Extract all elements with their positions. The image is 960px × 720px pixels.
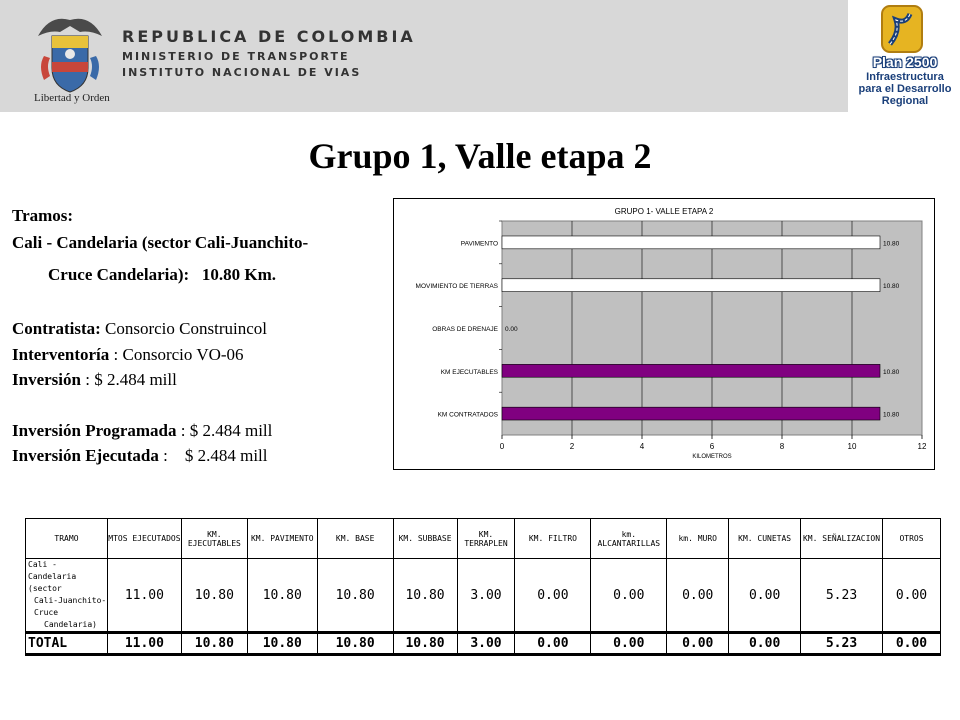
category-label: KM CONTRATADOS: [437, 411, 498, 419]
inversion-label: Inversión: [12, 370, 81, 389]
column-header: KM. TERRAPLEN: [457, 519, 515, 559]
category-label: KM EJECUTABLES: [440, 368, 498, 376]
bar-chart: [394, 199, 934, 469]
x-tick-label: 0: [499, 442, 505, 451]
table-cell: 0.00: [667, 559, 729, 633]
column-header: km. MURO: [667, 519, 729, 559]
value-label: 10.80: [883, 240, 900, 248]
tramos-label: [12, 206, 73, 226]
table-cell: 0.00: [882, 559, 940, 633]
plan-2500-title: Plan 2500: [872, 54, 938, 70]
contratista-label: Contratista:: [12, 319, 101, 338]
column-header: TRAMO: [26, 519, 108, 559]
category-label: MOVIMIENTO DE TIERRAS: [415, 283, 498, 291]
tramo-cell-line1: Cali - Candelaria (sector: [28, 560, 77, 593]
x-axis-label: KILOMETROS: [692, 454, 732, 460]
tramo-line2: [48, 265, 276, 285]
x-tick-label: 8: [779, 442, 785, 451]
tramo-cell-line3: Candelaria): [44, 620, 97, 629]
total-cell: 11.00: [107, 633, 181, 655]
table-cell: 0.00: [591, 559, 667, 633]
tramo-line1-text: Cali - Candelaria (sector Cali-Juanchito-: [12, 233, 309, 252]
table-cell: 10.80: [181, 559, 247, 633]
interventoria-label: Interventoría: [12, 345, 110, 364]
total-cell: 3.00: [457, 633, 515, 655]
total-cell: 0.00: [591, 633, 667, 655]
plan-sub-line2: para el Desarrollo: [858, 83, 952, 95]
tramos-label-text: Tramos:: [12, 206, 74, 225]
table-cell: 10.80: [393, 559, 457, 633]
column-header: KM. CUNETAS: [729, 519, 801, 559]
table-header-row: [26, 519, 941, 559]
value-label: 10.80: [883, 283, 900, 291]
interventoria-value: : Consorcio VO-06: [109, 345, 244, 364]
total-cell: 10.80: [247, 633, 317, 655]
summary-table: [25, 518, 941, 656]
column-header: KM. SUBBASE: [393, 519, 457, 559]
table-cell: 5.23: [801, 559, 883, 633]
tramo-line2-text: Cruce Candelaria): 10.80 Km.: [48, 265, 277, 284]
x-tick-label: 2: [569, 442, 575, 451]
tramo-cell: [26, 559, 108, 633]
column-header: km. ALCANTARILLAS: [591, 519, 667, 559]
header-institute: INSTITUTO NACIONAL DE VIAS: [122, 66, 362, 79]
inversion-programada-label: Inversión Programada: [12, 421, 177, 440]
page-title: Grupo 1, Valle etapa 2: [308, 136, 652, 176]
contratista-line: [12, 319, 267, 339]
total-cell: 10.80: [393, 633, 457, 655]
table-cell: 0.00: [515, 559, 591, 633]
total-cell: 5.23: [801, 633, 883, 655]
crest-caption: Libertad y Orden: [34, 92, 110, 104]
coat-of-arms-icon: [30, 6, 110, 106]
bar: [502, 279, 880, 292]
tramo-line1: [12, 233, 308, 253]
table-cell: 10.80: [317, 559, 393, 633]
category-label: PAVIMENTO: [460, 240, 498, 248]
column-header: KM. PAVIMENTO: [247, 519, 317, 559]
column-header: KM. SEÑALIZACION: [801, 519, 883, 559]
x-tick-label: 12: [917, 442, 927, 451]
plan-2500-subtitle: [852, 71, 958, 107]
inversion-programada-line: [12, 421, 272, 441]
table-cell: 10.80: [247, 559, 317, 633]
table-total-row: [26, 633, 941, 655]
table-cell: 11.00: [107, 559, 181, 633]
interventoria-line: [12, 345, 244, 365]
total-cell: 0.00: [882, 633, 940, 655]
total-label-cell: TOTAL: [26, 633, 108, 655]
total-cell: 0.00: [729, 633, 801, 655]
plan-sub-line3: Regional: [881, 95, 929, 107]
chart-title: GRUPO 1- VALLE ETAPA 2: [614, 207, 714, 216]
x-tick-label: 6: [709, 442, 715, 451]
summary-table-wrap: [25, 518, 941, 656]
inversion-value: : $ 2.484 mill: [80, 370, 177, 389]
column-header: KM. BASE: [317, 519, 393, 559]
x-tick-label: 10: [847, 442, 857, 451]
inversion-ejecutada-line: [12, 446, 268, 466]
plan-sub-line1: Infraestructura: [866, 71, 944, 83]
value-label: 10.80: [883, 411, 900, 419]
column-header: OTROS: [882, 519, 940, 559]
total-cell: 0.00: [667, 633, 729, 655]
value-label: 10.80: [883, 368, 900, 376]
bar: [502, 236, 880, 249]
chart-frame: [393, 198, 935, 470]
total-cell: 10.80: [181, 633, 247, 655]
column-header: MTOS EJECUTADOS: [107, 519, 181, 559]
total-cell: 10.80: [317, 633, 393, 655]
bar: [502, 407, 880, 420]
value-label: 0.00: [505, 326, 518, 333]
table-cell: 3.00: [457, 559, 515, 633]
header-country: REPUBLICA DE COLOMBIA: [122, 27, 416, 46]
bar: [502, 364, 880, 377]
inversion-ejecutada-value: : $ 2.484 mill: [158, 446, 268, 465]
inversion-ejecutada-label: Inversión Ejecutada: [12, 446, 159, 465]
table-row: [26, 559, 941, 633]
column-header: KM. EJECUTABLES: [181, 519, 247, 559]
plan-2500-logo-icon: [880, 4, 924, 54]
column-header: KM. FILTRO: [515, 519, 591, 559]
category-label: OBRAS DE DRENAJE: [432, 326, 498, 333]
total-cell: 0.00: [515, 633, 591, 655]
inversion-programada-value: : $ 2.484 mill: [176, 421, 273, 440]
table-cell: 0.00: [729, 559, 801, 633]
header-ministry: MINISTERIO DE TRANSPORTE: [122, 50, 350, 63]
contratista-value: Consorcio Construincol: [100, 319, 267, 338]
inversion-line: [12, 370, 177, 390]
x-tick-label: 4: [639, 442, 645, 451]
tramo-cell-line2: Cali-Juanchito-Cruce: [34, 596, 107, 617]
